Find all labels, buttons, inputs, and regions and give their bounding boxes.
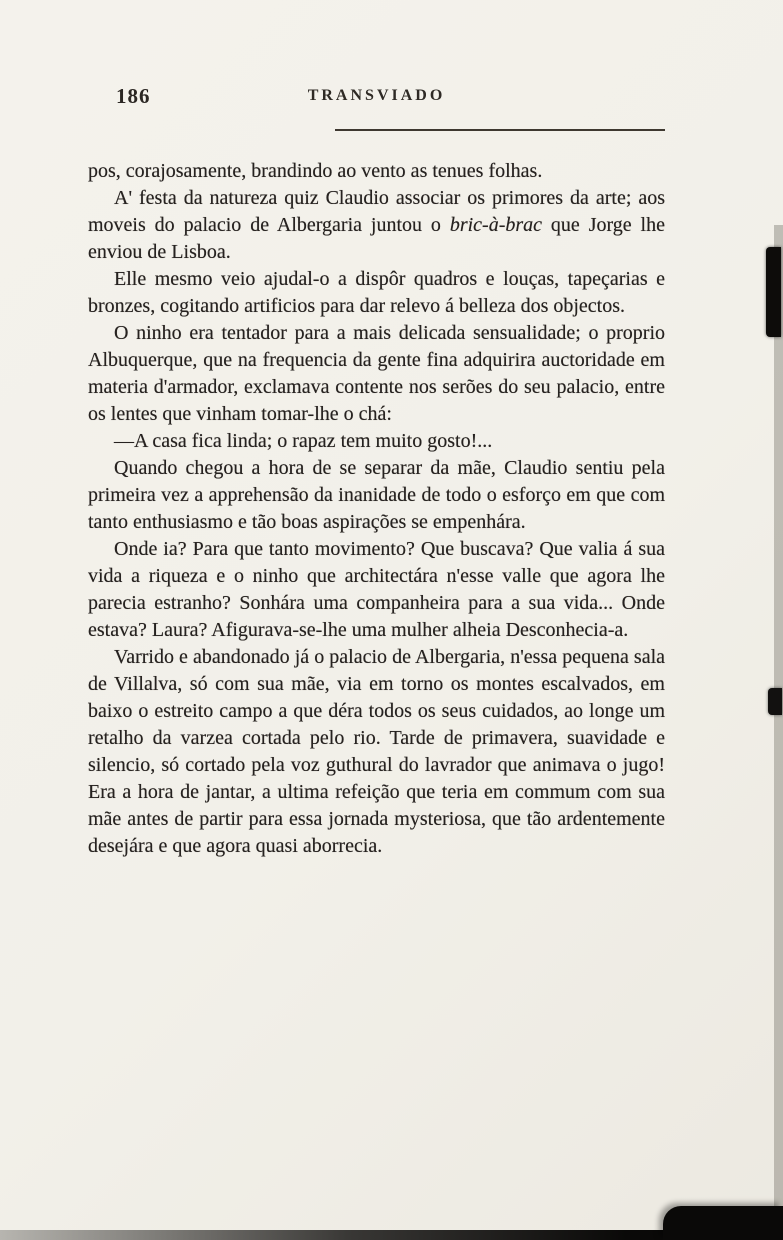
header-rule: [335, 129, 665, 131]
body-text: [88, 158, 665, 860]
paragraph-5-dialogue: —A casa fica linda; o rapaz tem muito gosto!...: [114, 430, 493, 452]
paragraph-3: Elle mesmo veio ajudal-o a dispôr quadros e louças, tapeçarias e bronzes, cogitando artificios para dar relevo á belleza dos objectos.: [88, 268, 665, 317]
scan-artifact-bottom-corner: [663, 1206, 783, 1240]
page-edge-shadow: [774, 225, 783, 1240]
paragraph-2: [88, 185, 665, 266]
paragraph-2-text-cont: que Jorge lhe enviou de Lisboa.: [88, 214, 665, 263]
scan-artifact-right-middle: [768, 688, 782, 715]
paragraph-2-text: A' festa da natureza quiz Claudio associar os primores da arte; aos moveis do palacio de Albergaria juntou o: [88, 187, 665, 236]
paragraph-2-italic: bric-à-brac: [449, 214, 543, 236]
paragraph-4: O ninho era tentador para a mais delicada sensualidade; o proprio Albuquerque, que na frequencia da gente fina adquirira auctoridade em materia d'armador, exclamava contente nos serões do seu palacio, entre os lentes que vinham tomar-lhe o chá:: [88, 322, 665, 425]
scan-artifact-right-upper: [766, 247, 781, 337]
page-number: 186: [116, 84, 151, 108]
paragraph-1: pos, corajosamente, brandindo ao vento as tenues folhas.: [88, 160, 543, 182]
page-header: [88, 84, 665, 114]
running-title: TRANSVIADO: [307, 87, 446, 104]
paragraph-6: Quando chegou a hora de se separar da mãe, Claudio sentiu pela primeira vez a apprehensão da inanidade de todo o esforço em que com tanto enthusiasmo e tão boas aspirações se empenhára.: [88, 457, 665, 533]
paragraph-8: Varrido e abandonado já o palacio de Albergaria, n'essa pequena sala de Villalva, só com sua mãe, via em torno os montes escalvados, em baixo o estreito campo a que déra todos os seus cuidados, ao longe um retalho da varzea cortada pelo rio. Tarde de primavera, suavidade e silencio, só cortado pela voz guthural do lavrador que animava o jugo! Era a hora de jantar, a ultima refeição que teria em commum com sua mãe antes de partir para essa jornada mysteriosa, que tão ardentemente desejára e que agora quasi aborrecia.: [88, 646, 665, 857]
paragraph-7: Onde ia? Para que tanto movimento? Que buscava? Que valia á sua vida a riqueza e o ninho que architectára n'esse valle que agora lhe parecia estranho? Sonhára uma companheira para a sua vida... Onde estava? Laura? Afigurava-se-lhe uma mulher alheia Desconhecia-a.: [88, 538, 665, 641]
